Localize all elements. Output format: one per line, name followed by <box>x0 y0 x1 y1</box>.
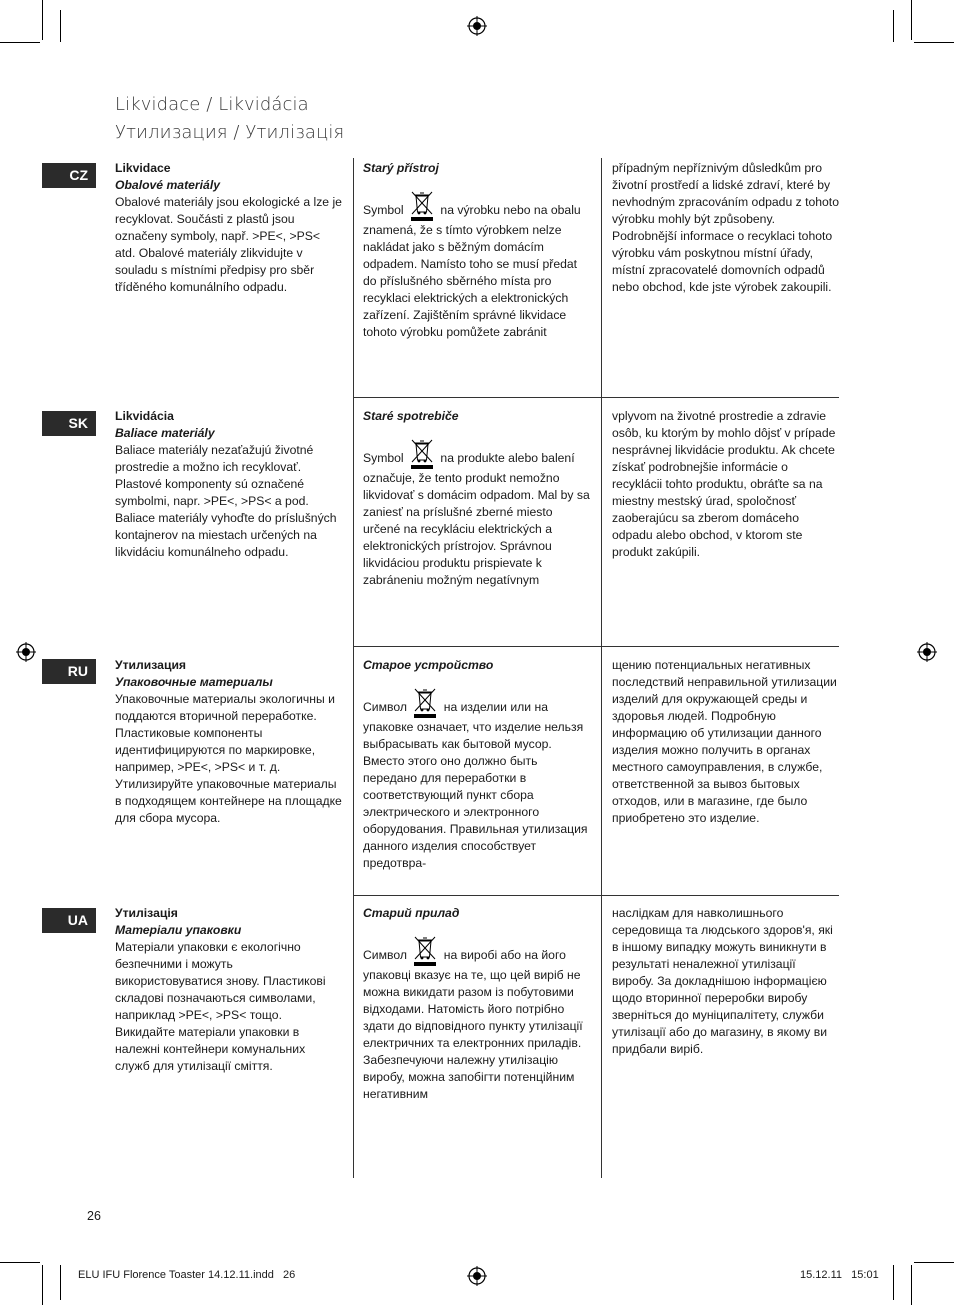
symbol-paragraph <box>363 438 591 589</box>
crop-mark <box>42 1265 43 1305</box>
packaging-column <box>115 905 343 1075</box>
continuation-column <box>612 657 840 827</box>
continuation-text: případným nepříznivým důsledkům pro životní prostředí a lidské zdraví, které by nevhodným zpracováním odpadu z tohoto výrobku mohly být způsobeny. Podrobnější informace o recyklaci tohoto výrobku vám poskytnou místní úřady, místní zpracovatelé domovních odpadů nebo obchod, kde jste výrobek zakoupili. <box>612 161 839 294</box>
symbol-paragraph <box>363 935 591 1103</box>
symbol-text: на виробі або на його упаковці вказує на те, що цей виріб не можна викидати разом із побутовими відходами. Натомість його потрібно здати до відповідного пункту утилізації електричних та електронних приладів. Забезпечуючи належну утилізацію виробу, можна запобігти потенційним негативним <box>363 948 583 1101</box>
symbol-text: на изделии или на упаковке означает, что изделие нельзя выбрасывать как бытовой мусор. Вместо этого оно должно быть передано для переработки в соответствующий пункт сбора электрического и электронного оборудования. Правильная утилизация данного изделия способствует предотвра- <box>363 700 588 870</box>
packaging-text: Матеріали упаковки є екологічно безпечними і можуть використовуватися знову. Пластикові складові позначаються символами, наприклад >PE<, >PS< тощо. Викидайте матеріали упаковки в належні контейнери комунальних служб для утилізації сміття. <box>115 940 326 1073</box>
crop-mark <box>911 1265 912 1305</box>
device-heading: Starý přístroj <box>363 161 439 175</box>
crossed-bin-icon <box>409 438 435 470</box>
continuation-column <box>612 905 840 1058</box>
crop-mark <box>60 1265 61 1300</box>
row-divider <box>353 895 839 896</box>
section-heading: Утилизация <box>115 658 187 672</box>
symbol-text: na výrobku nebo na obalu znamená, že s tímto výrobkem nelze nakládat jako s běžným domácím odpadem. Namísto toho se musí předat do příslušného sběrného místa pro recyklaci elektrických a elektronických zařízení. Zajištěním správné likvidace tohoto výrobku pomůžete zabránit <box>363 203 581 339</box>
packaging-column <box>115 408 343 561</box>
section-subheading: Упаковочные материалы <box>115 675 273 689</box>
continuation-text: щению потенциальных негативных последствий неправильной утилизации изделий для окружающей среды и здоровья людей. Подробную информацию об утилизации данного изделия можно получить в органах местного самоуправления, в службе, ответственной за вывоз бытовых отходов, или в магазине, где было приобретено это изделие. <box>612 658 837 825</box>
section-heading: Likvidácia <box>115 409 174 423</box>
continuation-column <box>612 160 840 296</box>
old-device-column <box>363 657 591 872</box>
symbol-word: Символ <box>363 700 407 714</box>
page-title: Likvidace / Likvidácia <box>115 94 309 115</box>
crop-mark <box>893 10 894 42</box>
old-device-column <box>363 408 591 589</box>
language-badge: SK <box>42 411 96 436</box>
symbol-paragraph <box>363 190 591 341</box>
packaging-text: Baliace materiály nezaťažujú životné prostredie a možno ich recyklovať. Plastové komponenty sú označené symbolmi, napr. >PE<, >PS< a pod. Baliace materiály vyhoďte do príslušných kontajnerov na miestach určených na likvidáciu komunálneho odpadu. <box>115 443 337 559</box>
section-subheading: Матеріали упаковки <box>115 923 242 937</box>
crop-mark <box>893 1265 894 1300</box>
symbol-word: Symbol <box>363 451 404 465</box>
row-divider <box>353 646 839 647</box>
packaging-column <box>115 657 343 827</box>
column-divider <box>601 158 602 1178</box>
continuation-text: vplyvom na životné prostredie a zdravie osôb, ku ktorým by mohlo dôjsť v prípade nesprávnej likvidácie produktu. Ak chcete získať podrobnejšie informácie o recyklácii tohto produktu, obráťte sa na miestny mestský úrad, spoločnosť zaoberajúcu sa zberom domáceho odpadu alebo obchod, v ktorom ste produkt zakúpili. <box>612 409 836 559</box>
section-subheading: Baliace materiály <box>115 426 215 440</box>
registration-mark-icon <box>467 1266 487 1286</box>
device-heading: Старое устройство <box>363 658 494 672</box>
symbol-text: na produkte alebo balení označuje, že tento produkt nemožno likvidovať s domácim odpadom. Mal by sa zaniesť na príslušné zberné miesto určené na recykláciu elektrických a elektronických prístrojov. Správnou likvidáciou produktu prispievate k zabráneniu možným negatívnym <box>363 451 590 587</box>
crop-mark <box>60 10 61 42</box>
crop-mark <box>914 42 954 43</box>
page-subtitle: Утилизация / Утилізація <box>115 122 345 143</box>
language-badge: RU <box>42 659 96 684</box>
registration-mark-icon <box>467 16 487 36</box>
registration-mark-icon <box>16 642 36 662</box>
language-badge: UA <box>42 908 96 933</box>
footer-file-info: ELU IFU Florence Toaster 14.12.11.indd 26 <box>78 1269 296 1281</box>
device-heading: Staré spotrebiče <box>363 409 459 423</box>
language-badge: CZ <box>42 163 96 188</box>
symbol-paragraph <box>363 687 591 872</box>
crop-mark <box>914 1262 954 1263</box>
packaging-column <box>115 160 343 296</box>
symbol-word: Symbol <box>363 203 404 217</box>
row-divider <box>353 397 839 398</box>
registration-mark-icon <box>917 642 937 662</box>
packaging-text: Obalové materiály jsou ekologické a lze je recyklovat. Součásti z plastů jsou označeny symboly, např. >PE<, >PS< atd. Obalové materiály zlikvidujte v souladu s místními předpisy pro sběr tříděného komunálního odpadu. <box>115 195 342 294</box>
column-divider <box>353 158 354 1178</box>
crop-mark <box>0 42 40 43</box>
footer-datetime: 15.12.11 15:01 <box>800 1269 879 1281</box>
old-device-column <box>363 160 591 341</box>
device-heading: Старий прилад <box>363 906 460 920</box>
crop-mark <box>911 0 912 40</box>
crossed-bin-icon <box>412 687 438 719</box>
crossed-bin-icon <box>409 190 435 222</box>
continuation-column <box>612 408 840 561</box>
packaging-text: Упаковочные материалы экологичны и поддаются вторичной переработке. Пластиковые компоненты идентифицируются по маркировке, например, >PE<, >PS< и т. д. Утилизируйте упаковочные материалы в подходящем контейнере на площадке для сбора мусора. <box>115 692 342 825</box>
section-heading: Likvidace <box>115 161 171 175</box>
section-heading: Утилізація <box>115 906 178 920</box>
symbol-word: Символ <box>363 948 407 962</box>
crop-mark <box>0 1262 40 1263</box>
page-number: 26 <box>87 1209 101 1223</box>
old-device-column <box>363 905 591 1103</box>
section-subheading: Obalové materiály <box>115 178 220 192</box>
crossed-bin-icon <box>412 935 438 967</box>
continuation-text: наслідкам для навколишнього середовища та людського здоров'я, які в іншому випадку можуть виникнути в результаті неналежної утилізації виробу. За докладнішою інформацією щодо вторинної переробки виробу зверніться до муніципалітету, служби утилізації або до магазину, в якому ви придбали виріб. <box>612 906 833 1056</box>
crop-mark <box>42 0 43 40</box>
